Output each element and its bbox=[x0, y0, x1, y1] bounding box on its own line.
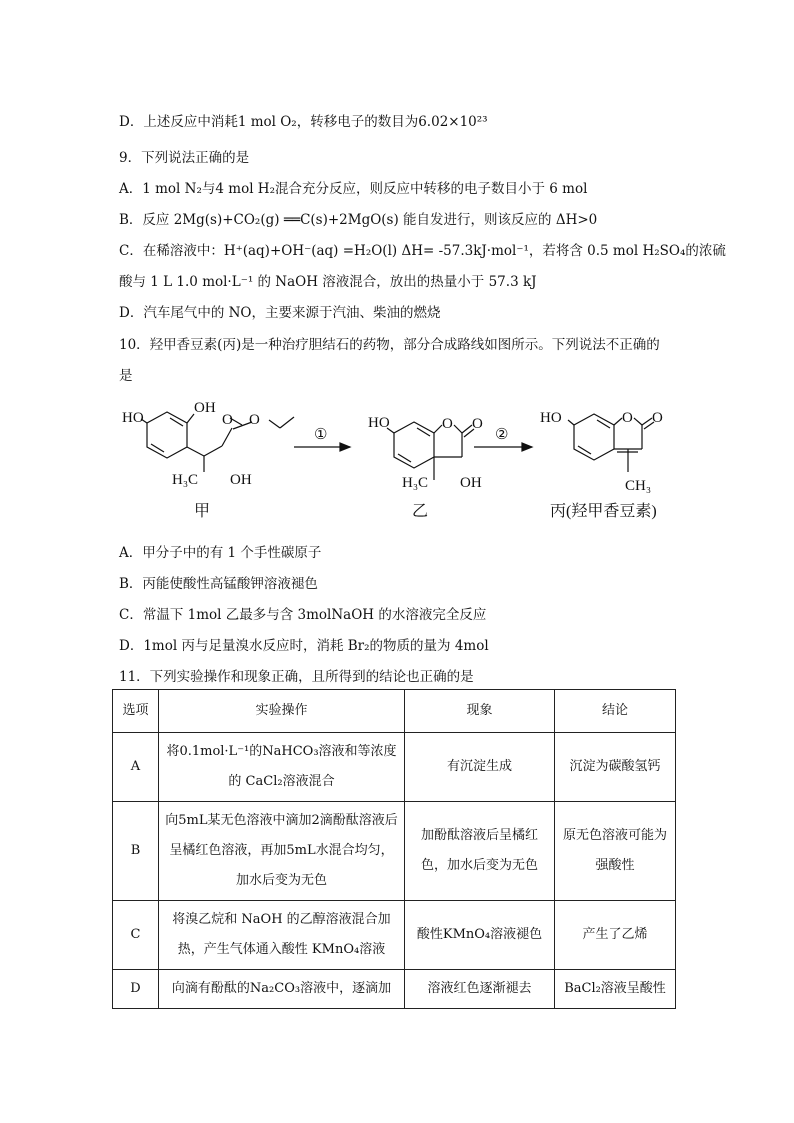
row-operation: 将0.1mol·L⁻¹的NaHCO₃溶液和等浓度的 CaCl₂溶液混合 bbox=[159, 733, 405, 802]
row-option: D bbox=[113, 970, 159, 1009]
q10-stem-cont: 是 bbox=[119, 368, 133, 384]
bing-ring-o-label: O bbox=[622, 410, 633, 426]
table-row bbox=[113, 802, 676, 901]
row-conclusion: 原无色溶液可能为强酸性 bbox=[555, 802, 676, 901]
table-row bbox=[113, 901, 676, 970]
q10-option-a: A．甲分子中的有 1 个手性碳原子 bbox=[119, 545, 322, 561]
jia-caption: 甲 bbox=[194, 503, 211, 520]
row-option: A bbox=[113, 733, 159, 802]
bing-carbonyl-o-label: O bbox=[652, 410, 663, 426]
q10-stem: 10．羟甲香豆素(丙)是一种治疗胆结石的药物，部分合成路线如图所示。下列说法不正确的 bbox=[119, 337, 660, 353]
yi-oh-label: OH bbox=[460, 475, 482, 491]
table-header-row bbox=[113, 690, 676, 733]
row-operation: 向滴有酚酞的Na₂CO₃溶液中，逐滴加 bbox=[159, 970, 405, 1009]
header-option: 选项 bbox=[113, 690, 159, 733]
row-option: B bbox=[113, 802, 159, 901]
row-conclusion: 沉淀为碳酸氢钙 bbox=[555, 733, 676, 802]
bing-caption: 丙(羟甲香豆素) bbox=[550, 503, 657, 520]
jia-carbonyl-o-label: O bbox=[222, 412, 233, 428]
header-conclusion: 结论 bbox=[555, 690, 676, 733]
jia-ester-o-label: O bbox=[249, 412, 260, 428]
q9-option-d: D．汽车尾气中的 NO，主要来源于汽油、柴油的燃烧 bbox=[119, 305, 441, 321]
yi-h3c-label: H₃C bbox=[402, 475, 429, 491]
bing-ho-label: HO bbox=[540, 410, 562, 426]
q9-option-a: A．1 mol N₂与4 mol H₂混合充分反应，则反应中转移的电子数目小于 6 mol bbox=[119, 181, 588, 197]
row-operation: 将溴乙烷和 NaOH 的乙醇溶液混合加热，产生气体通入酸性 KMnO₄溶液 bbox=[159, 901, 405, 970]
bing-ch3-label: CH₃ bbox=[625, 478, 652, 494]
table-row bbox=[113, 733, 676, 802]
step1-label: ① bbox=[314, 427, 328, 443]
yi-ho-label: HO bbox=[368, 415, 390, 431]
row-phenomenon: 有沉淀生成 bbox=[405, 733, 555, 802]
table-row bbox=[113, 970, 676, 1009]
q9-option-c-line2: 酸与 1 L 1.0 mol·L⁻¹ 的 NaOH 溶液混合，放出的热量小于 57.3 kJ bbox=[119, 274, 537, 290]
row-operation: 向5mL某无色溶液中滴加2滴酚酞溶液后呈橘红色溶液，再加5mL水混合均匀，加水后变为无色 bbox=[159, 802, 405, 901]
jia-h3c-label: H₃C bbox=[172, 472, 199, 488]
experiment-table bbox=[112, 689, 676, 1009]
step2-label: ② bbox=[495, 427, 509, 443]
q11-stem: 11．下列实验操作和现象正确，且所得到的结论也正确的是 bbox=[119, 669, 474, 685]
q9-option-b: B．反应 2Mg(s)+CO₂(g) ══C(s)+2MgO(s) 能自发进行，则该反应的 ΔH>0 bbox=[119, 212, 598, 228]
q9-stem: 9．下列说法正确的是 bbox=[119, 150, 250, 166]
row-phenomenon: 酸性KMnO₄溶液褪色 bbox=[405, 901, 555, 970]
q10-option-b: B．丙能使酸性高锰酸钾溶液褪色 bbox=[119, 576, 318, 592]
row-phenomenon: 溶液红色逐渐褪去 bbox=[405, 970, 555, 1009]
q10-option-d: D．1mol 丙与足量溴水反应时，消耗 Br₂的物质的量为 4mol bbox=[119, 638, 489, 654]
yi-carbonyl-o-label: O bbox=[472, 416, 483, 432]
header-phenomenon: 现象 bbox=[405, 690, 555, 733]
q8-option-d: D．上述反应中消耗1 mol O₂，转移电子的数目为6.02×10²³ bbox=[119, 114, 488, 130]
q9-option-c-line1: C．在稀溶液中：H⁺(aq)+OH⁻(aq) =H₂O(l) ΔH= -57.3kJ·mol⁻¹，若将含 0.5 mol H₂SO₄的浓硫 bbox=[119, 243, 726, 259]
header-operation: 实验操作 bbox=[159, 690, 405, 733]
jia-ho-label: HO bbox=[122, 410, 144, 426]
yi-caption: 乙 bbox=[412, 503, 429, 520]
yi-ring-o-label: O bbox=[442, 416, 453, 432]
row-conclusion: 产生了乙烯 bbox=[555, 901, 676, 970]
jia-oh-label: OH bbox=[230, 472, 252, 488]
row-phenomenon: 加酚酞溶液后呈橘红色，加水后变为无色 bbox=[405, 802, 555, 901]
jia-oh-top-label: OH bbox=[194, 400, 216, 416]
row-conclusion: BaCl₂溶液呈酸性 bbox=[555, 970, 676, 1009]
row-option: C bbox=[113, 901, 159, 970]
reaction-scheme bbox=[112, 392, 692, 527]
q10-option-c: C．常温下 1mol 乙最多与含 3molNaOH 的水溶液完全反应 bbox=[119, 607, 487, 623]
